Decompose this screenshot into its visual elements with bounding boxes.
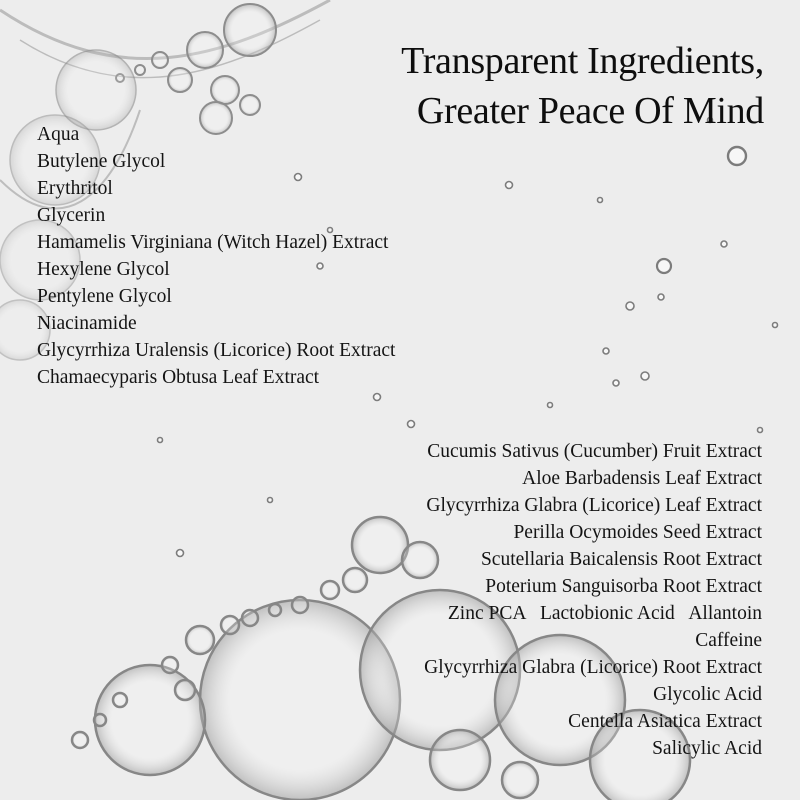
ingredient-item: Glycolic Acid — [653, 684, 762, 705]
ingredient-item: Zinc PCA Lactobionic Acid Allantoin — [447, 603, 762, 624]
ingredient-item: Caffeine — [695, 630, 762, 651]
ingredient-item: Hexylene Glycol — [37, 259, 170, 280]
ingredient-item: Salicylic Acid — [652, 738, 762, 759]
ingredient-item: Hamamelis Virginiana (Witch Hazel) Extract — [37, 232, 389, 253]
page-title — [401, 36, 764, 136]
ingredient-item: Erythritol — [37, 178, 113, 199]
ingredient-item: Cucumis Sativus (Cucumber) Fruit Extract — [427, 441, 762, 462]
ingredient-item: Centella Asiatica Extract — [568, 711, 762, 732]
ingredient-item: Niacinamide — [37, 313, 137, 334]
ingredient-item: Glycyrrhiza Glabra (Licorice) Root Extract — [424, 657, 762, 678]
ingredient-list-left — [37, 121, 395, 391]
ingredient-item: Glycyrrhiza Glabra (Licorice) Leaf Extract — [426, 495, 762, 516]
ingredient-item: Chamaecyparis Obtusa Leaf Extract — [37, 367, 320, 388]
ingredient-item: Pentylene Glycol — [37, 286, 172, 307]
ingredient-item: Poterium Sanguisorba Root Extract — [485, 576, 762, 597]
ingredient-item: Scutellaria Baicalensis Root Extract — [480, 549, 762, 570]
ingredient-list-right — [424, 438, 762, 762]
ingredient-item: Glycyrrhiza Uralensis (Licorice) Root Extract — [37, 340, 396, 361]
ingredient-item: Glycerin — [37, 205, 106, 226]
ingredient-item: Perilla Ocymoides Seed Extract — [513, 522, 762, 543]
ingredient-item: Aloe Barbadensis Leaf Extract — [522, 468, 762, 489]
ingredient-item: Butylene Glycol — [37, 151, 166, 172]
page-title-line-2: Greater Peace Of Mind — [416, 90, 764, 132]
ingredient-item: Aqua — [37, 124, 80, 145]
page-title-line-1: Transparent Ingredients, — [401, 40, 764, 82]
